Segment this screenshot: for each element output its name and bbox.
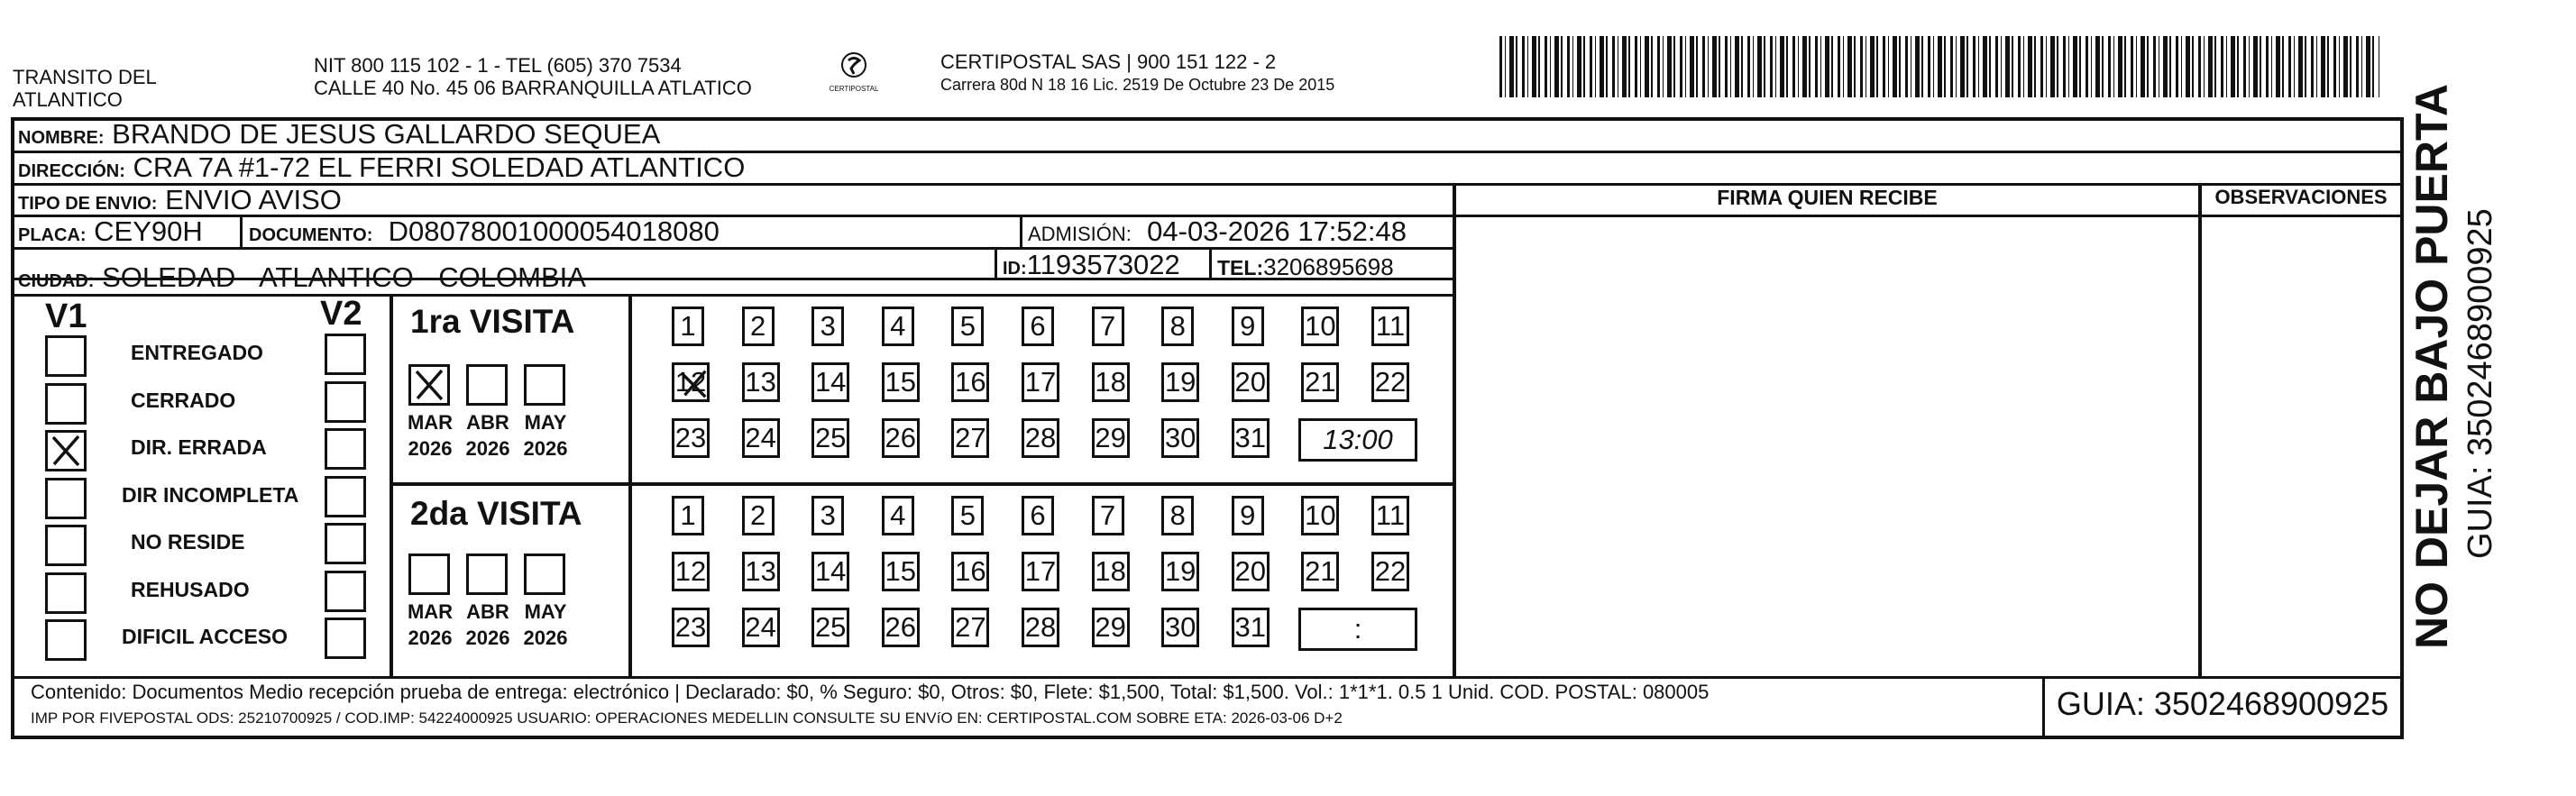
ciudad-cell [18, 261, 586, 294]
footer-line2: IMP POR FIVEPOSTAL ODS: 25210700925 / COD.IMP: 54224000925 USUARIO: OPERACIONES MEDELLIN CONSULTE SU ENVíO EN: CERTIPOSTAL.COM SOBRE ETA: 2026-03-06 D+2 [31, 709, 1343, 727]
v1-checkbox[interactable] [45, 430, 87, 471]
month-name: MAY [524, 411, 567, 434]
placa-cell [18, 215, 203, 248]
month-checkbox[interactable] [408, 364, 450, 406]
month-name: ABR [466, 411, 509, 434]
documento-label: DOCUMENTO: [249, 225, 373, 245]
footer-guia: GUIA: 3502468900925 [2056, 685, 2389, 722]
direccion-value: CRA 7A #1-72 EL FERRI SOLEDAD ATLANTICO [133, 151, 746, 183]
month-checkbox[interactable] [408, 554, 450, 595]
day-box[interactable]: 30 [1161, 418, 1199, 458]
v2-checkbox[interactable] [325, 618, 366, 659]
day-box[interactable]: 18 [1092, 362, 1130, 402]
nombre-label: NOMBRE: [18, 128, 105, 148]
day-box[interactable]: 4 [882, 496, 914, 535]
day-box[interactable]: 10 [1301, 496, 1339, 535]
day-box[interactable]: 2 [742, 307, 775, 346]
certipostal-logo [822, 49, 885, 103]
month-label [403, 599, 457, 651]
v2-checkbox[interactable] [325, 571, 366, 612]
month-name: MAY [524, 600, 567, 623]
status-label: ENTREGADO [131, 341, 263, 364]
day-box[interactable]: 12 [672, 362, 710, 402]
month-year: 2026 [408, 437, 453, 460]
v2-checkbox[interactable] [325, 523, 366, 564]
certipostal-logo-icon [822, 49, 885, 103]
day-box[interactable]: 19 [1161, 552, 1199, 591]
day-box[interactable]: 20 [1232, 362, 1270, 402]
status-label: DIR INCOMPLETA [122, 482, 299, 507]
day-box[interactable]: 19 [1161, 362, 1199, 402]
nombre-value: BRANDO DE JESUS GALLARDO SEQUEA [112, 118, 661, 150]
day-box[interactable]: 28 [1022, 608, 1059, 647]
day-box[interactable]: 25 [811, 608, 849, 647]
courier-line: CERTIPOSTAL SAS | 900 151 122 - 2 [940, 50, 1277, 73]
day-box[interactable]: 11 [1371, 496, 1409, 535]
day-box[interactable]: 1 [672, 496, 704, 535]
day-box[interactable]: 14 [811, 362, 849, 402]
v1-checkbox[interactable] [45, 478, 87, 519]
day-box[interactable]: 30 [1161, 608, 1199, 647]
status-label: REHUSADO [131, 577, 250, 601]
day-box[interactable]: 21 [1301, 552, 1339, 591]
id-label: ID: [1003, 259, 1027, 279]
status-label: NO RESIDE [131, 530, 245, 554]
v2-label: V2 [320, 295, 362, 333]
day-box[interactable]: 6 [1022, 307, 1054, 346]
day-box[interactable]: 21 [1301, 362, 1339, 402]
month-checkbox[interactable] [466, 554, 508, 595]
day-box[interactable]: 16 [951, 362, 989, 402]
day-box[interactable]: 15 [882, 552, 920, 591]
v2-checkbox[interactable] [325, 334, 366, 375]
day-box[interactable]: 12 [672, 552, 710, 591]
day-box[interactable]: 1 [672, 307, 704, 346]
month-name: ABR [466, 600, 509, 623]
admision-value: 04-03-2026 17:52:48 [1147, 215, 1407, 247]
id-cell [1003, 249, 1180, 281]
firma-header: FIRMA QUIEN RECIBE [1717, 186, 1938, 209]
tel-label: TEL: [1217, 256, 1264, 279]
nit-line: NIT 800 115 102 - 1 - TEL (605) 370 7534 [314, 54, 682, 77]
day-box[interactable]: 8 [1161, 307, 1194, 346]
day-box[interactable]: 26 [882, 418, 920, 458]
x-mark-icon [48, 433, 84, 469]
day-box[interactable]: 22 [1371, 362, 1409, 402]
day-box[interactable]: 4 [882, 307, 914, 346]
month-label [403, 409, 457, 462]
time-box[interactable]: : [1298, 608, 1417, 651]
admision-cell [1028, 215, 1407, 248]
month-checkbox[interactable] [524, 364, 565, 406]
v1-checkbox[interactable] [45, 619, 87, 661]
day-box[interactable]: 22 [1371, 552, 1409, 591]
visit2-title: 2da VISITA [410, 495, 582, 532]
v2-checkbox[interactable] [325, 476, 366, 517]
day-box[interactable]: 13 [742, 362, 780, 402]
footer-line1: Contenido: Documentos Medio recepción prueba de entrega: electrónico | Declarado: $0, % Seguro: $0, Otros: $0, Flete: $1,500, Total: $1,500. Vol.: 1*1*1. 0.5 1 Unid. COD. POSTAL: 080005 [31, 681, 1710, 703]
month-name: MAR [407, 411, 454, 434]
month-year: 2026 [523, 627, 568, 649]
day-box[interactable]: 24 [742, 608, 780, 647]
address-line: CALLE 40 No. 45 06 BARRANQUILLA ATLATICO [314, 77, 752, 99]
status-label: DIR. ERRADA [131, 435, 267, 459]
x-mark-icon [411, 367, 447, 403]
day-box[interactable]: 3 [811, 496, 844, 535]
day-box[interactable]: 9 [1232, 496, 1264, 535]
direccion-label: DIRECCIÓN: [18, 161, 125, 181]
day-box[interactable]: 31 [1232, 608, 1270, 647]
v1-checkbox[interactable] [45, 383, 87, 425]
logo-text: CERTIPOSTAL [829, 85, 879, 93]
org-name-line2: ATLANTICO [13, 88, 123, 111]
tel-value: 3206895698 [1263, 253, 1394, 280]
month-year: 2026 [465, 437, 510, 460]
status-label: DIFICIL ACCESO [122, 625, 289, 648]
day-box[interactable]: 5 [951, 307, 984, 346]
tipo-row [18, 184, 342, 216]
status-label: CERRADO [131, 388, 236, 412]
day-box[interactable]: 18 [1092, 552, 1130, 591]
day-box[interactable]: 10 [1301, 307, 1339, 346]
documento-cell [249, 215, 720, 248]
time-box[interactable]: 13:00 [1298, 418, 1417, 462]
v2-checkbox[interactable] [325, 428, 366, 470]
v1-checkbox[interactable] [45, 572, 87, 614]
day-box[interactable]: 26 [882, 608, 920, 647]
month-label [518, 599, 573, 651]
month-label [518, 409, 573, 462]
barcode [1499, 36, 2379, 97]
month-label [461, 409, 515, 462]
side-warning: NO DEJAR BAJO PUERTA [2406, 84, 2457, 649]
placa-label: PLACA: [18, 225, 87, 245]
placa-value: CEY90H [94, 215, 203, 247]
observaciones-header: OBSERVACIONES [2214, 186, 2388, 208]
visit1-title: 1ra VISITA [410, 303, 575, 340]
day-box[interactable]: 15 [882, 362, 920, 402]
day-box[interactable]: 29 [1092, 418, 1130, 458]
day-box[interactable]: 28 [1022, 418, 1059, 458]
admision-label: ADMISIÓN: [1028, 223, 1132, 245]
day-box[interactable]: 23 [672, 608, 710, 647]
observaciones-area[interactable] [2202, 217, 2400, 676]
day-box[interactable]: 27 [951, 608, 989, 647]
day-box[interactable]: 9 [1232, 307, 1264, 346]
day-box[interactable]: 11 [1371, 307, 1409, 346]
month-year: 2026 [523, 437, 568, 460]
day-box[interactable]: 27 [951, 418, 989, 458]
day-box[interactable]: 31 [1232, 418, 1270, 458]
day-box[interactable]: 3 [811, 307, 844, 346]
x-mark-icon [676, 365, 710, 401]
day-box[interactable]: 29 [1092, 608, 1130, 647]
day-box[interactable]: 16 [951, 552, 989, 591]
day-box[interactable]: 5 [951, 496, 984, 535]
month-checkbox[interactable] [524, 554, 565, 595]
v2-checkbox[interactable] [325, 381, 366, 423]
tel-cell [1217, 253, 1394, 281]
tipo-value: ENVIO AVISO [165, 184, 342, 215]
id-value: 1193573022 [1026, 249, 1180, 280]
month-year: 2026 [465, 627, 510, 649]
day-box[interactable]: 7 [1092, 307, 1124, 346]
v1-checkbox[interactable] [45, 525, 87, 566]
ciudad-label: CIUDAD: [18, 271, 95, 291]
documento-value: D08078001000054018080 [388, 215, 720, 247]
day-box[interactable]: 17 [1022, 362, 1059, 402]
day-box[interactable]: 13 [742, 552, 780, 591]
nombre-row [18, 118, 660, 151]
direccion-row [18, 151, 745, 184]
org-name-line1: TRANSITO DEL [13, 66, 157, 88]
day-box[interactable]: 25 [811, 418, 849, 458]
day-box[interactable]: 14 [811, 552, 849, 591]
day-box[interactable]: 17 [1022, 552, 1059, 591]
month-label [461, 599, 515, 651]
ciudad-value: SOLEDAD - ATLANTICO - COLOMBIA [102, 261, 586, 293]
day-box[interactable]: 23 [672, 418, 710, 458]
month-name: MAR [407, 600, 454, 623]
license-line: Carrera 80d N 18 16 Lic. 2519 De Octubre 23 De 2015 [940, 76, 1335, 94]
day-box[interactable]: 24 [742, 418, 780, 458]
day-box[interactable]: 2 [742, 496, 775, 535]
day-box[interactable]: 6 [1022, 496, 1054, 535]
tipo-label: TIPO DE ENVIO: [18, 194, 158, 214]
v1-label: V1 [45, 297, 87, 335]
v1-checkbox[interactable] [45, 335, 87, 377]
side-guia: GUIA: 3502468900925 [2461, 208, 2499, 559]
day-box[interactable]: 8 [1161, 496, 1194, 535]
month-year: 2026 [408, 627, 453, 649]
month-checkbox[interactable] [466, 364, 508, 406]
firma-signature-area[interactable] [1456, 217, 2198, 676]
day-box[interactable]: 7 [1092, 496, 1124, 535]
day-box[interactable]: 20 [1232, 552, 1270, 591]
